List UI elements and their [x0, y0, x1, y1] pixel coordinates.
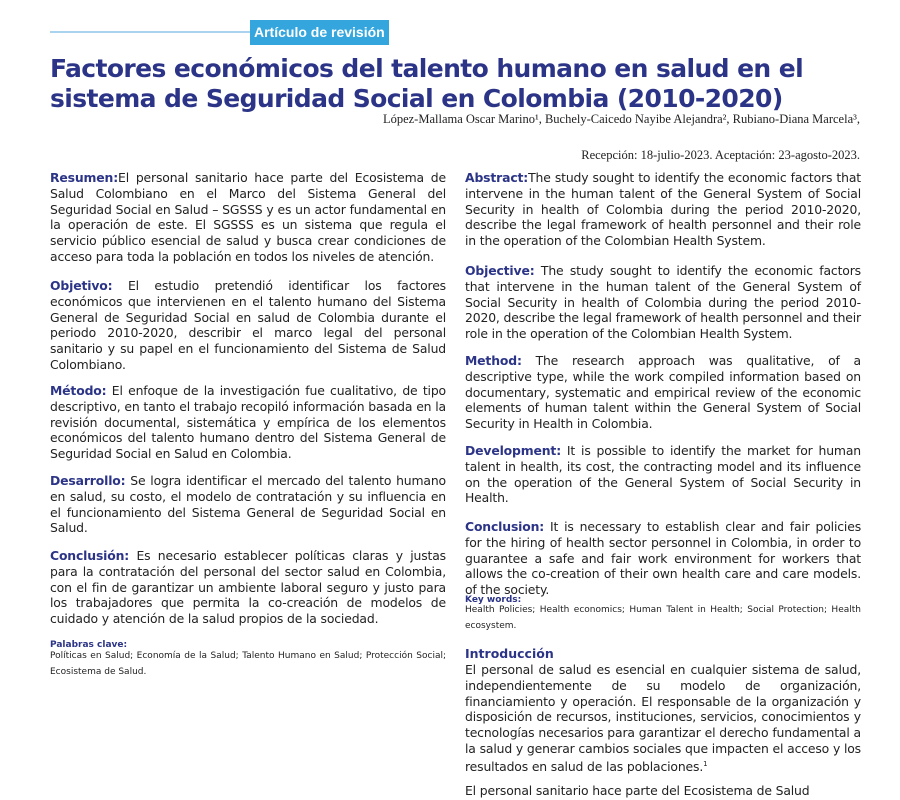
palabras-clave: Políticas en Salud; Economía de la Salud; Talento Humano en Salud; Protección Social; Ecosistema de Salud.: [50, 651, 446, 677]
introduccion-p2: El personal sanitario hace parte del Ecosistema de Salud: [465, 783, 810, 798]
palabras-clave-label: Palabras clave:: [50, 640, 128, 650]
conclusion: Conclusión: Es necesario establecer políticas claras y justas para la contratación del personal del sector salud en Colombia, con el fin de garantizar un ambiente laboral seguro y justo para los trabajadores que permita la co-creación de modelos de cuidado y atención de la salud propios de la sociedad.: [50, 548, 446, 627]
development: Development: It is possible to identify the market for human talent in health, its cost, the contracting model and its influence on the operation of the General System of Social Security in Health.: [465, 443, 861, 506]
introduccion-p1: El personal de salud es esencial en cualquier sistema de salud, independientemente de su modelo de organización, financiamiento y operación. El responsable de la organización y disposición de recursos, instituciones, servicios, conocimientos y tecnologías necesarios para garantizar el derecho fundamental a la salud y generar cambios sociales que impacten el acceso y los resultados en salud de las poblaciones.$^1$: [465, 662, 861, 774]
abstract: Abstract:The study sought to identify the economic factors that intervene in the human talent of the General System of Social Security in health of Colombia during the period 2010-2020, describe the legal framework of health personnel and their role in the operation of the Colombian Health System.: [465, 170, 861, 249]
article-type-badge: Artículo de revisión: [250, 20, 389, 45]
key-words: Health Policies; Health economics; Human Talent in Health; Social Protection; Health ecosystem.: [465, 605, 861, 631]
objective: Objective: The study sought to identify the economic factors that intervene in the human talent of the General System of Social Security in health of Colombia during the period 2010-2020, describe the legal framework of health personnel and their role in the operation of the Colombian Health System.: [465, 263, 861, 342]
resumen: Resumen:El personal sanitario hace parte del Ecosistema de Salud Colombiano en el Marco del Sistema General del Seguridad Social en Salud – SGSSS y es un actor fundamental en la operación de este. El SGSSS es un sistema que regula el servicio público esencial de salud y busca crear condiciones de acceso para toda la población en todos los niveles de atención.: [50, 170, 446, 264]
desarrollo: Desarrollo: Se logra identificar el mercado del talento humano en salud, su costo, el modelo de contratación y su influencia en el funcionamiento del Sistema General de Seguridad Social en Salud.: [50, 473, 446, 536]
conclusion-en: Conclusion: It is necessary to establish clear and fair policies for the hiring of health sector personnel in Colombia, in order to guarantee a safe and fair work environment for workers that allows the co-creation of their own health care and care models. of the society.: [465, 519, 861, 598]
objetivo: Objetivo: El estudio pretendió identificar los factores económicos que intervienen en el talento humano del Sistema General de Seguridad Social en salud de Colombia durante el periodo 2010-2020, describir el marco legal del personal sanitario y su papel en el funcionamiento del Sistema de Salud Colombiano.: [50, 278, 446, 372]
dates: Recepción: 18-julio-2023. Aceptación: 23-agosto-2023.: [581, 148, 860, 162]
introduccion-heading: Introducción: [465, 646, 554, 661]
authors: López-Mallama Oscar Marino¹, Buchely-Caicedo Nayibe Alejandra², Rubiano-Diana Marcela³,: [382, 112, 860, 126]
article-title: Factores económicos del talento humano en salud en el sistema de Seguridad Social en Colombia (2010-2020): [50, 54, 804, 113]
header-rule: [50, 31, 250, 33]
key-words-label: Key words:: [465, 595, 522, 605]
metodo: Método: El enfoque de la investigación fue cualitativo, de tipo descriptivo, en tanto el trabajo recopiló información basada en la revisión documental, sistemática y empírica de los elementos económicos del talento humano dentro del Sistema General de Seguridad Social en Salud en Colombia.: [50, 383, 446, 462]
method: Method: The research approach was qualitative, of a descriptive type, while the work compiled information based on documentary, systematic and empirical review of the economic elements of human talent within the General System of Social Security in Health in Colombia.: [465, 353, 861, 432]
